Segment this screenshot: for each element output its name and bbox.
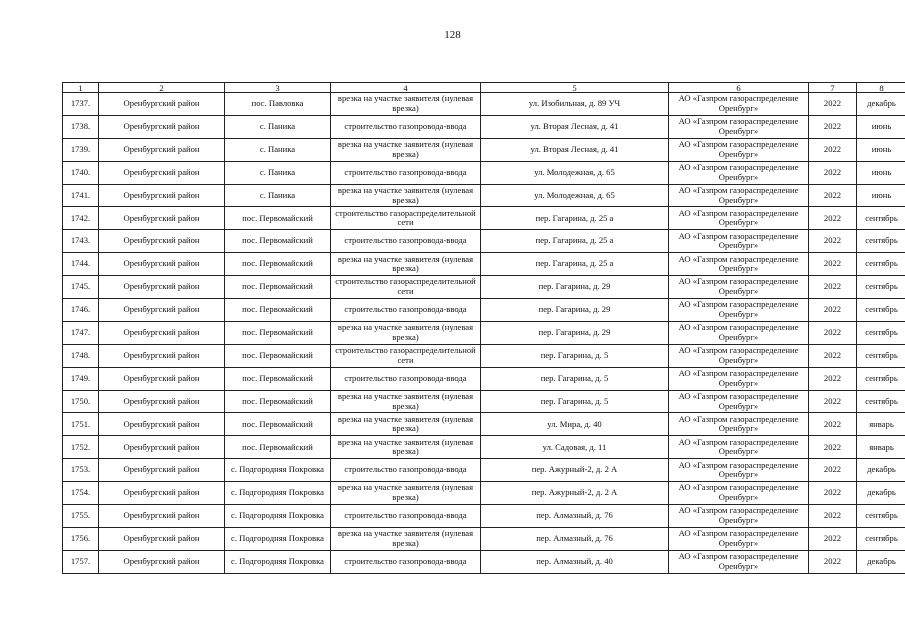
cell-district: Оренбургский район <box>99 184 225 207</box>
cell-address: ул. Садовая, д. 11 <box>481 436 669 459</box>
cell-year: 2022 <box>809 527 857 550</box>
cell-settlement: с. Подгородняя Покровка <box>225 459 331 482</box>
cell-year: 2022 <box>809 299 857 322</box>
cell-work-type: строительство газопровода-ввода <box>331 299 481 322</box>
header-cell-2: 2 <box>99 83 225 93</box>
cell-address: ул. Молодежная, д. 65 <box>481 161 669 184</box>
cell-work-type: врезка на участке заявителя (нулевая врезка) <box>331 390 481 413</box>
cell-row-number: 1738. <box>63 115 99 138</box>
header-cell-3: 3 <box>225 83 331 93</box>
cell-organization: АО «Газпром газораспределение Оренбург» <box>669 550 809 573</box>
cell-district: Оренбургский район <box>99 276 225 299</box>
cell-organization: АО «Газпром газораспределение Оренбург» <box>669 276 809 299</box>
header-cell-6: 6 <box>669 83 809 93</box>
cell-settlement: пос. Первомайский <box>225 207 331 230</box>
cell-row-number: 1753. <box>63 459 99 482</box>
cell-district: Оренбургский район <box>99 299 225 322</box>
cell-address: ул. Молодежная, д. 65 <box>481 184 669 207</box>
cell-row-number: 1755. <box>63 505 99 528</box>
cell-organization: АО «Газпром газораспределение Оренбург» <box>669 390 809 413</box>
cell-organization: АО «Газпром газораспределение Оренбург» <box>669 230 809 253</box>
cell-district: Оренбургский район <box>99 115 225 138</box>
header-cell-5: 5 <box>481 83 669 93</box>
cell-district: Оренбургский район <box>99 413 225 436</box>
cell-month: сентябрь <box>857 390 905 413</box>
table-row <box>63 299 905 322</box>
cell-year: 2022 <box>809 230 857 253</box>
cell-year: 2022 <box>809 482 857 505</box>
cell-district: Оренбургский район <box>99 344 225 367</box>
cell-row-number: 1752. <box>63 436 99 459</box>
table-row <box>63 115 905 138</box>
table-row <box>63 207 905 230</box>
cell-row-number: 1739. <box>63 138 99 161</box>
cell-address: ул. Вторая Лесная, д. 41 <box>481 115 669 138</box>
cell-month: июнь <box>857 138 905 161</box>
cell-organization: АО «Газпром газораспределение Оренбург» <box>669 161 809 184</box>
table-row <box>63 344 905 367</box>
cell-work-type: врезка на участке заявителя (нулевая врезка) <box>331 413 481 436</box>
cell-year: 2022 <box>809 367 857 390</box>
cell-district: Оренбургский район <box>99 207 225 230</box>
cell-district: Оренбургский район <box>99 230 225 253</box>
cell-organization: АО «Газпром газораспределение Оренбург» <box>669 115 809 138</box>
cell-year: 2022 <box>809 253 857 276</box>
cell-month: январь <box>857 413 905 436</box>
cell-organization: АО «Газпром газораспределение Оренбург» <box>669 138 809 161</box>
table-row <box>63 527 905 550</box>
cell-settlement: пос. Первомайский <box>225 367 331 390</box>
cell-year: 2022 <box>809 161 857 184</box>
cell-year: 2022 <box>809 459 857 482</box>
cell-address: ул. Мира, д. 40 <box>481 413 669 436</box>
cell-month: сентябрь <box>857 230 905 253</box>
cell-organization: АО «Газпром газораспределение Оренбург» <box>669 413 809 436</box>
cell-month: сентябрь <box>857 276 905 299</box>
cell-district: Оренбургский район <box>99 93 225 116</box>
table-row <box>63 253 905 276</box>
cell-organization: АО «Газпром газораспределение Оренбург» <box>669 367 809 390</box>
cell-work-type: врезка на участке заявителя (нулевая врезка) <box>331 321 481 344</box>
cell-settlement: пос. Первомайский <box>225 413 331 436</box>
cell-year: 2022 <box>809 344 857 367</box>
cell-district: Оренбургский район <box>99 505 225 528</box>
table-row <box>63 390 905 413</box>
cell-row-number: 1748. <box>63 344 99 367</box>
cell-address: пер. Гагарина, д. 5 <box>481 390 669 413</box>
table-row <box>63 276 905 299</box>
cell-settlement: пос. Первомайский <box>225 321 331 344</box>
cell-district: Оренбургский район <box>99 390 225 413</box>
cell-district: Оренбургский район <box>99 161 225 184</box>
cell-year: 2022 <box>809 505 857 528</box>
table-row <box>63 161 905 184</box>
cell-row-number: 1737. <box>63 93 99 116</box>
cell-year: 2022 <box>809 321 857 344</box>
table-row <box>63 138 905 161</box>
table-row <box>63 321 905 344</box>
cell-month: сентябрь <box>857 344 905 367</box>
cell-district: Оренбургский район <box>99 436 225 459</box>
cell-organization: АО «Газпром газораспределение Оренбург» <box>669 93 809 116</box>
table-row <box>63 230 905 253</box>
cell-settlement: пос. Первомайский <box>225 253 331 276</box>
cell-month: сентябрь <box>857 299 905 322</box>
cell-settlement: с. Подгородняя Покровка <box>225 550 331 573</box>
cell-work-type: врезка на участке заявителя (нулевая врезка) <box>331 482 481 505</box>
cell-work-type: строительство газопровода-ввода <box>331 115 481 138</box>
cell-address: пер. Гагарина, д. 5 <box>481 344 669 367</box>
cell-settlement: с. Паника <box>225 138 331 161</box>
cell-row-number: 1746. <box>63 299 99 322</box>
cell-row-number: 1754. <box>63 482 99 505</box>
cell-work-type: строительство газопровода-ввода <box>331 161 481 184</box>
cell-address: пер. Алмазный, д. 76 <box>481 527 669 550</box>
cell-year: 2022 <box>809 138 857 161</box>
cell-month: декабрь <box>857 93 905 116</box>
cell-settlement: с. Подгородняя Покровка <box>225 505 331 528</box>
cell-work-type: врезка на участке заявителя (нулевая врезка) <box>331 184 481 207</box>
header-cell-4: 4 <box>331 83 481 93</box>
table-row <box>63 413 905 436</box>
cell-row-number: 1742. <box>63 207 99 230</box>
cell-district: Оренбургский район <box>99 253 225 276</box>
cell-month: июнь <box>857 115 905 138</box>
cell-organization: АО «Газпром газораспределение Оренбург» <box>669 344 809 367</box>
cell-address: пер. Алмазный, д. 76 <box>481 505 669 528</box>
cell-work-type: строительство газораспределительной сети <box>331 276 481 299</box>
cell-settlement: пос. Первомайский <box>225 299 331 322</box>
cell-organization: АО «Газпром газораспределение Оренбург» <box>669 207 809 230</box>
cell-organization: АО «Газпром газораспределение Оренбург» <box>669 184 809 207</box>
cell-work-type: строительство газопровода-ввода <box>331 367 481 390</box>
cell-organization: АО «Газпром газораспределение Оренбург» <box>669 299 809 322</box>
gasification-table <box>62 82 905 574</box>
cell-year: 2022 <box>809 207 857 230</box>
cell-year: 2022 <box>809 93 857 116</box>
cell-month: сентябрь <box>857 527 905 550</box>
cell-work-type: врезка на участке заявителя (нулевая врезка) <box>331 527 481 550</box>
cell-row-number: 1743. <box>63 230 99 253</box>
cell-address: пер. Гагарина, д. 29 <box>481 276 669 299</box>
cell-settlement: пос. Первомайский <box>225 344 331 367</box>
table-row <box>63 550 905 573</box>
cell-address: пер. Гагарина, д. 29 <box>481 299 669 322</box>
cell-district: Оренбургский район <box>99 527 225 550</box>
table-row <box>63 93 905 116</box>
cell-month: январь <box>857 436 905 459</box>
page-number: 128 <box>444 29 461 41</box>
cell-year: 2022 <box>809 413 857 436</box>
cell-address: пер. Гагарина, д. 25 а <box>481 207 669 230</box>
cell-district: Оренбургский район <box>99 321 225 344</box>
cell-month: июнь <box>857 184 905 207</box>
cell-month: декабрь <box>857 482 905 505</box>
cell-year: 2022 <box>809 550 857 573</box>
cell-settlement: пос. Первомайский <box>225 390 331 413</box>
cell-work-type: строительство газопровода-ввода <box>331 230 481 253</box>
cell-row-number: 1751. <box>63 413 99 436</box>
cell-organization: АО «Газпром газораспределение Оренбург» <box>669 527 809 550</box>
cell-work-type: строительство газопровода-ввода <box>331 505 481 528</box>
table-row <box>63 482 905 505</box>
cell-district: Оренбургский район <box>99 459 225 482</box>
cell-district: Оренбургский район <box>99 367 225 390</box>
cell-district: Оренбургский район <box>99 138 225 161</box>
cell-address: ул. Изобильная, д. 89 УЧ <box>481 93 669 116</box>
cell-work-type: врезка на участке заявителя (нулевая врезка) <box>331 93 481 116</box>
table-row <box>63 436 905 459</box>
cell-year: 2022 <box>809 436 857 459</box>
cell-work-type: строительство газораспределительной сети <box>331 344 481 367</box>
cell-month: сентябрь <box>857 253 905 276</box>
cell-row-number: 1740. <box>63 161 99 184</box>
cell-month: декабрь <box>857 550 905 573</box>
cell-row-number: 1747. <box>63 321 99 344</box>
cell-month: сентябрь <box>857 505 905 528</box>
cell-settlement: с. Паника <box>225 184 331 207</box>
cell-month: сентябрь <box>857 321 905 344</box>
cell-work-type: строительство газопровода-ввода <box>331 459 481 482</box>
table-row <box>63 367 905 390</box>
cell-year: 2022 <box>809 184 857 207</box>
cell-organization: АО «Газпром газораспределение Оренбург» <box>669 436 809 459</box>
cell-address: пер. Ажурный-2, д. 2 А <box>481 482 669 505</box>
cell-organization: АО «Газпром газораспределение Оренбург» <box>669 321 809 344</box>
cell-settlement: пос. Первомайский <box>225 436 331 459</box>
cell-address: пер. Гагарина, д. 25 а <box>481 253 669 276</box>
cell-settlement: с. Подгородняя Покровка <box>225 527 331 550</box>
cell-organization: АО «Газпром газораспределение Оренбург» <box>669 253 809 276</box>
cell-month: июнь <box>857 161 905 184</box>
cell-month: сентябрь <box>857 207 905 230</box>
cell-organization: АО «Газпром газораспределение Оренбург» <box>669 505 809 528</box>
table-row <box>63 459 905 482</box>
cell-year: 2022 <box>809 115 857 138</box>
cell-address: пер. Алмазный, д. 40 <box>481 550 669 573</box>
table-row <box>63 505 905 528</box>
cell-work-type: врезка на участке заявителя (нулевая врезка) <box>331 253 481 276</box>
cell-address: пер. Ажурный-2, д. 2 А <box>481 459 669 482</box>
cell-address: пер. Гагарина, д. 25 а <box>481 230 669 253</box>
cell-row-number: 1749. <box>63 367 99 390</box>
cell-address: ул. Вторая Лесная, д. 41 <box>481 138 669 161</box>
cell-row-number: 1744. <box>63 253 99 276</box>
table-row <box>63 184 905 207</box>
cell-work-type: врезка на участке заявителя (нулевая врезка) <box>331 436 481 459</box>
cell-address: пер. Гагарина, д. 29 <box>481 321 669 344</box>
table-body <box>63 83 905 574</box>
cell-address: пер. Гагарина, д. 5 <box>481 367 669 390</box>
header-cell-1: 1 <box>63 83 99 93</box>
cell-settlement: пос. Первомайский <box>225 230 331 253</box>
cell-district: Оренбургский район <box>99 482 225 505</box>
cell-work-type: строительство газопровода-ввода <box>331 550 481 573</box>
cell-row-number: 1745. <box>63 276 99 299</box>
cell-district: Оренбургский район <box>99 550 225 573</box>
cell-month: сентябрь <box>857 367 905 390</box>
cell-settlement: с. Паника <box>225 161 331 184</box>
cell-settlement: пос. Первомайский <box>225 276 331 299</box>
cell-month: декабрь <box>857 459 905 482</box>
cell-year: 2022 <box>809 276 857 299</box>
cell-organization: АО «Газпром газораспределение Оренбург» <box>669 459 809 482</box>
cell-row-number: 1756. <box>63 527 99 550</box>
cell-work-type: врезка на участке заявителя (нулевая врезка) <box>331 138 481 161</box>
cell-settlement: с. Паника <box>225 115 331 138</box>
cell-settlement: пос. Павловка <box>225 93 331 116</box>
cell-row-number: 1750. <box>63 390 99 413</box>
header-cell-8: 8 <box>857 83 905 93</box>
cell-row-number: 1741. <box>63 184 99 207</box>
header-row <box>63 83 905 93</box>
header-cell-7: 7 <box>809 83 857 93</box>
cell-year: 2022 <box>809 390 857 413</box>
cell-row-number: 1757. <box>63 550 99 573</box>
cell-settlement: с. Подгородняя Покровка <box>225 482 331 505</box>
cell-work-type: строительство газораспределительной сети <box>331 207 481 230</box>
cell-organization: АО «Газпром газораспределение Оренбург» <box>669 482 809 505</box>
